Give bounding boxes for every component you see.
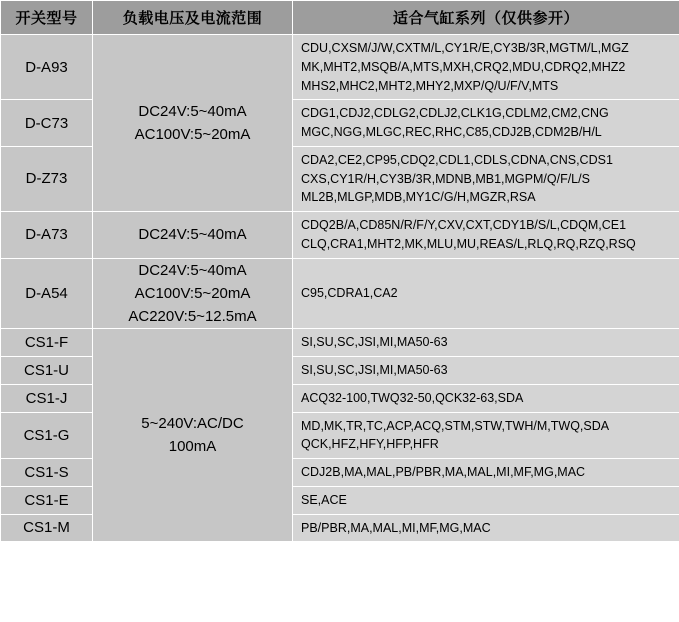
- cell-switch-model: CS1-M: [1, 514, 93, 542]
- cell-voltage-current-range: DC24V:5~40mA: [93, 212, 293, 259]
- cell-cylinder-series: C95,CDRA1,CA2: [293, 258, 679, 329]
- cell-switch-model: CS1-G: [1, 412, 93, 459]
- cell-switch-model: D-A54: [1, 258, 93, 329]
- cell-switch-model: CS1-J: [1, 384, 93, 412]
- cell-switch-model: CS1-F: [1, 329, 93, 357]
- cell-switch-model: CS1-S: [1, 459, 93, 487]
- cell-cylinder-series: MD,MK,TR,TC,ACP,ACQ,STM,STW,TWH/M,TWQ,SDA QCK,HFZ,HFY,HFP,HFR: [293, 412, 679, 459]
- table-header-row: [1, 1, 679, 35]
- cell-cylinder-series: CDU,CXSM/J/W,CXTM/L,CY1R/E,CY3B/3R,MGTM/L,MGZ MK,MHT2,MSQB/A,MTS,MXH,CRQ2,MDU,CDRQ2,MHZ2 MHS2,MHC2,MHT2,MHY2,MXP/Q/U/F/V,MTS: [293, 35, 679, 100]
- column-header-model: 开关型号: [1, 1, 93, 35]
- column-header-voltage-current: 负载电压及电流范围: [93, 1, 293, 35]
- cell-cylinder-series: SI,SU,SC,JSI,MI,MA50-63: [293, 329, 679, 357]
- cell-switch-model: D-Z73: [1, 146, 93, 211]
- cell-cylinder-series: SE,ACE: [293, 486, 679, 514]
- cell-cylinder-series: CDQ2B/A,CD85N/R/F/Y,CXV,CXT,CDY1B/S/L,CDQM,CE1 CLQ,CRA1,MHT2,MK,MLU,MU,REAS/L,RLQ,RQ,RZQ,RSQ: [293, 212, 679, 259]
- cell-voltage-current-range: 5~240V:AC/DC 100mA: [93, 329, 293, 542]
- cell-switch-model: CS1-U: [1, 357, 93, 385]
- cell-cylinder-series: CDG1,CDJ2,CDLG2,CDLJ2,CLK1G,CDLM2,CM2,CNG MGC,NGG,MLGC,REC,RHC,C85,CDJ2B,CDM2B/H/L: [293, 100, 679, 147]
- table-body: [1, 35, 679, 542]
- cell-voltage-current-range: DC24V:5~40mA AC100V:5~20mA AC220V:5~12.5mA: [93, 258, 293, 329]
- cell-cylinder-series: CDJ2B,MA,MAL,PB/PBR,MA,MAL,MI,MF,MG,MAC: [293, 459, 679, 487]
- table-row: [1, 329, 679, 357]
- table-head: [1, 1, 679, 35]
- cell-switch-model: D-C73: [1, 100, 93, 147]
- cell-switch-model: D-A93: [1, 35, 93, 100]
- cell-cylinder-series: ACQ32-100,TWQ32-50,QCK32-63,SDA: [293, 384, 679, 412]
- table-row: [1, 258, 679, 329]
- cell-cylinder-series: PB/PBR,MA,MAL,MI,MF,MG,MAC: [293, 514, 679, 542]
- cell-switch-model: D-A73: [1, 212, 93, 259]
- column-header-cylinder-series: 适合气缸系列（仅供参开）: [293, 1, 679, 35]
- table-row: [1, 212, 679, 259]
- cell-switch-model: CS1-E: [1, 486, 93, 514]
- cell-cylinder-series: SI,SU,SC,JSI,MI,MA50-63: [293, 357, 679, 385]
- table-row: [1, 35, 679, 100]
- cell-cylinder-series: CDA2,CE2,CP95,CDQ2,CDL1,CDLS,CDNA,CNS,CDS1 CXS,CY1R/H,CY3B/3R,MDNB,MB1,MGPM/Q/F/L/S ML2B,MLGP,MDB,MY1C/G/H,MGZR,RSA: [293, 146, 679, 211]
- cell-voltage-current-range: DC24V:5~40mA AC100V:5~20mA: [93, 35, 293, 212]
